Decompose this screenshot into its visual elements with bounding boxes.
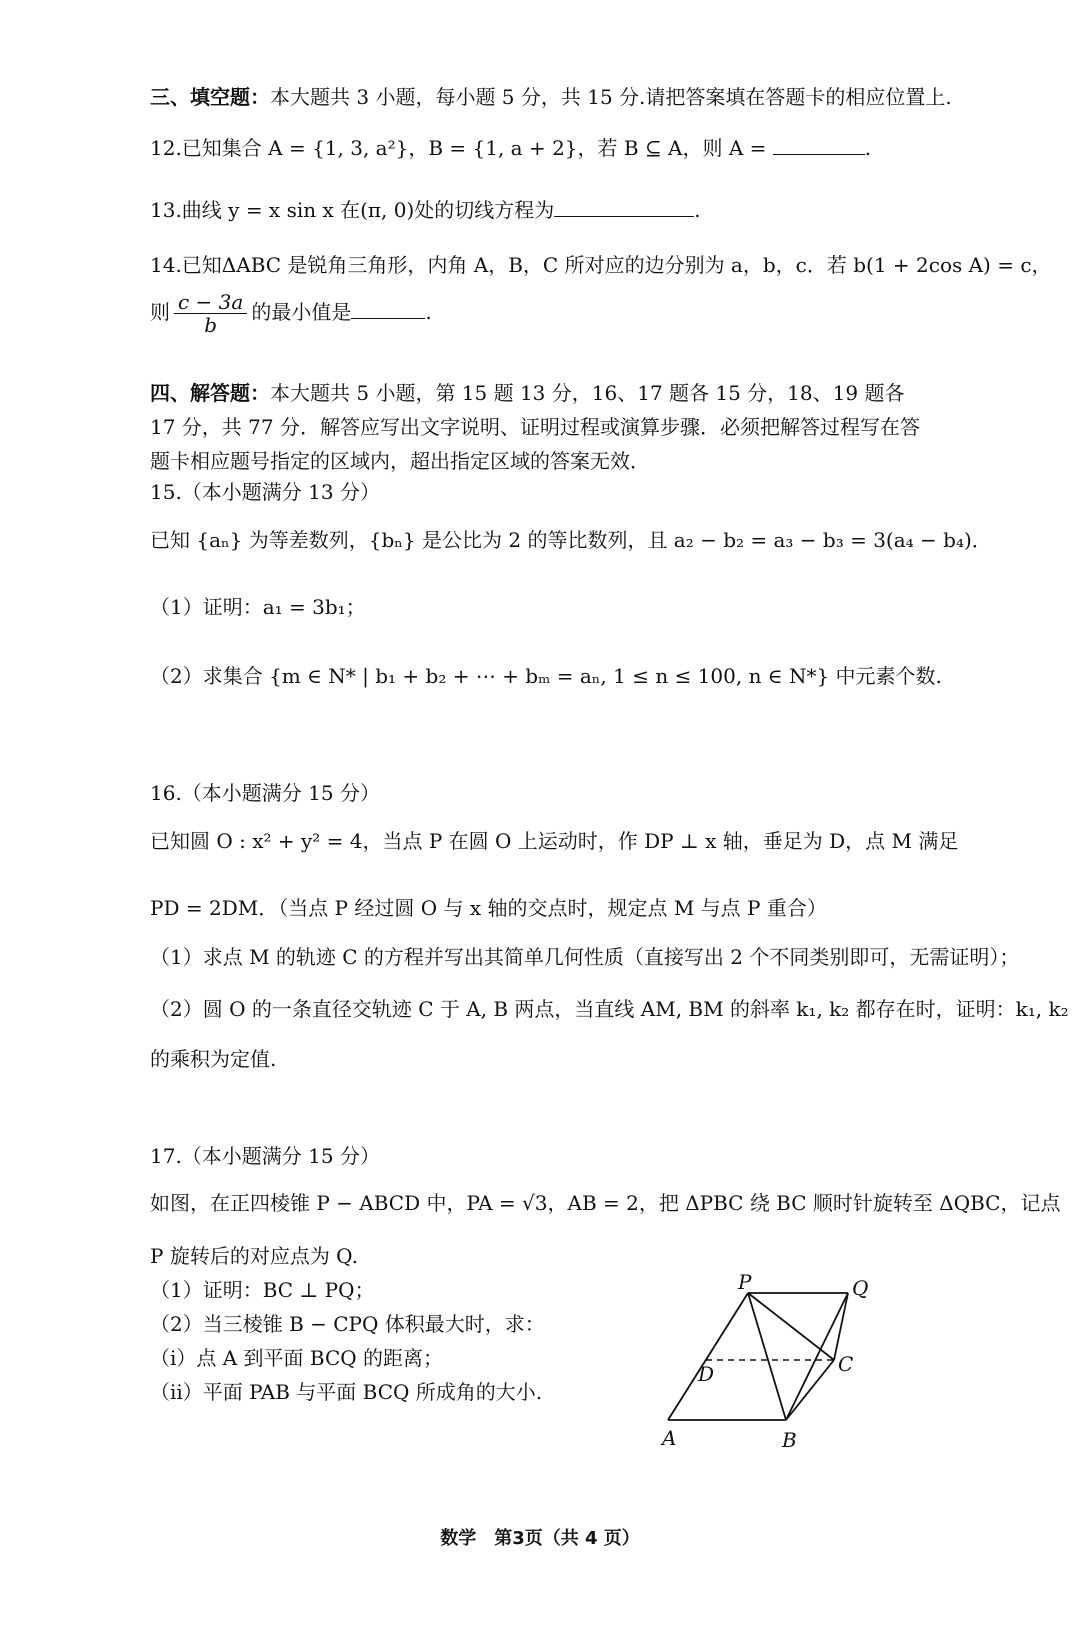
question-16-part1: （1）求点 M 的轨迹 C 的方程并写出其简单几何性质（直接写出 2 个不同类别即可，无需证明）； [150,945,1020,969]
section4-instructions: 本大题共 5 小题，第 15 题 13 分，16、17 题各 15 分，18、19 题各 17 分，共 77 分．解答应写出文字说明、证明过程或演算步骤．必须把解答过程写在答题卡相应题号指定的区域内，超出指定区域的答案无效． [150,381,920,473]
fraction-denominator: b [204,313,218,337]
question-16-part2a: （2）圆 O 的一条直径交轨迹 C 于 A, B 两点，当直线 AM, BM 的斜率 k₁, k₂ 都存在时，证明：k₁, k₂ [150,997,1069,1021]
question-12-end: . [864,136,872,160]
question-16-part2b: 的乘积为定值. [150,1047,277,1071]
answer-blank-14 [351,298,425,319]
edge-qc [834,1293,848,1360]
answer-blank-13 [554,196,694,217]
page-footer: 数学 第3页（共 4 页） [440,1528,640,1549]
question-17-title: 17.（本小题满分 15 分） [150,1144,380,1168]
question-15-part2: （2）求集合 {m ∈ N* | b₁ + b₂ + ⋯ + bₘ = aₙ, 1 ≤ n ≤ 100, n ∈ N*} 中元素个数. [150,664,942,688]
section3-title: 三、填空题： [150,85,270,109]
question-13-end: . [694,198,701,222]
label-a: A [662,1426,677,1450]
question-17-stem2: P 旋转后的对应点为 Q. [150,1244,358,1268]
section3-instructions: 本大题共 3 小题，每小题 5 分，共 15 分.请把答案填在答题卡的相应位置上. [270,85,952,109]
question-13-text: 13.曲线 y = x sin x 在(π, 0)处的切线方程为 [150,198,555,222]
question-17-part2ii: （ii）平面 PAB 与平面 BCQ 所成角的大小. [150,1380,543,1404]
question-15-title: 15.（本小题满分 13 分） [150,480,380,504]
question-17-part1: （1）证明：BC ⊥ PQ； [150,1278,375,1302]
section3-header [150,84,1020,110]
question-14-line1 [150,252,1052,278]
label-d: D [698,1362,715,1386]
section4-header [150,376,930,478]
question-14-text: 14.已知ΔABC 是锐角三角形，内角 A，B，C 所对应的边分别为 a，b，c．若 b(1 + 2cos A) = c， [150,253,1052,277]
question-15-stem: 已知 {aₙ} 为等差数列，{bₙ} 是公比为 2 的等比数列，且 a₂ − b₂ = a₃ − b₃ = 3(a₄ − b₄)． [150,528,992,552]
question-17-part2i: （i）点 A 到平面 BCQ 的距离； [150,1346,444,1370]
pyramid-figure [662,1270,928,1465]
section4-title: 四、解答题： [150,381,270,405]
fraction [174,291,247,336]
question-12-text: 12.已知集合 A = {1, 3, a²}，B = {1, a + 2}，若 B ⊆ A，则 A = [150,136,767,160]
fraction-numerator: c − 3a [174,291,247,314]
question-14-prefix: 则 [150,300,170,324]
question-16-stem2: PD = 2DM．（当点 P 经过圆 O 与 x 轴的交点时，规定点 M 与点 P 重合） [150,896,827,920]
answer-blank-12 [773,134,865,155]
label-c: C [838,1352,854,1376]
question-12 [150,134,1020,161]
question-16-title: 16.（本小题满分 15 分） [150,781,380,805]
edge-pb [748,1293,786,1420]
question-14-end: . [425,300,432,324]
question-17-stem1: 如图，在正四棱锥 P − ABCD 中，PA = √3，AB = 2，把 ΔPBC 绕 BC 顺时针旋转至 ΔQBC，记点 [150,1191,1061,1215]
label-q: Q [852,1276,869,1300]
label-p: P [738,1270,752,1294]
question-14-line2 [150,288,1020,336]
question-13 [150,196,1020,223]
question-15-part1: （1）证明：a₁ = 3b₁； [150,595,366,619]
question-16-stem1: 已知圆 O : x² + y² = 4，当点 P 在圆 O 上运动时，作 DP ⊥ x 轴，垂足为 D，点 M 满足 [150,829,959,853]
label-b: B [782,1428,797,1452]
question-14-suffix: 的最小值是 [251,300,352,324]
question-17-part2: （2）当三棱锥 B − CPQ 体积最大时，求： [150,1312,545,1336]
